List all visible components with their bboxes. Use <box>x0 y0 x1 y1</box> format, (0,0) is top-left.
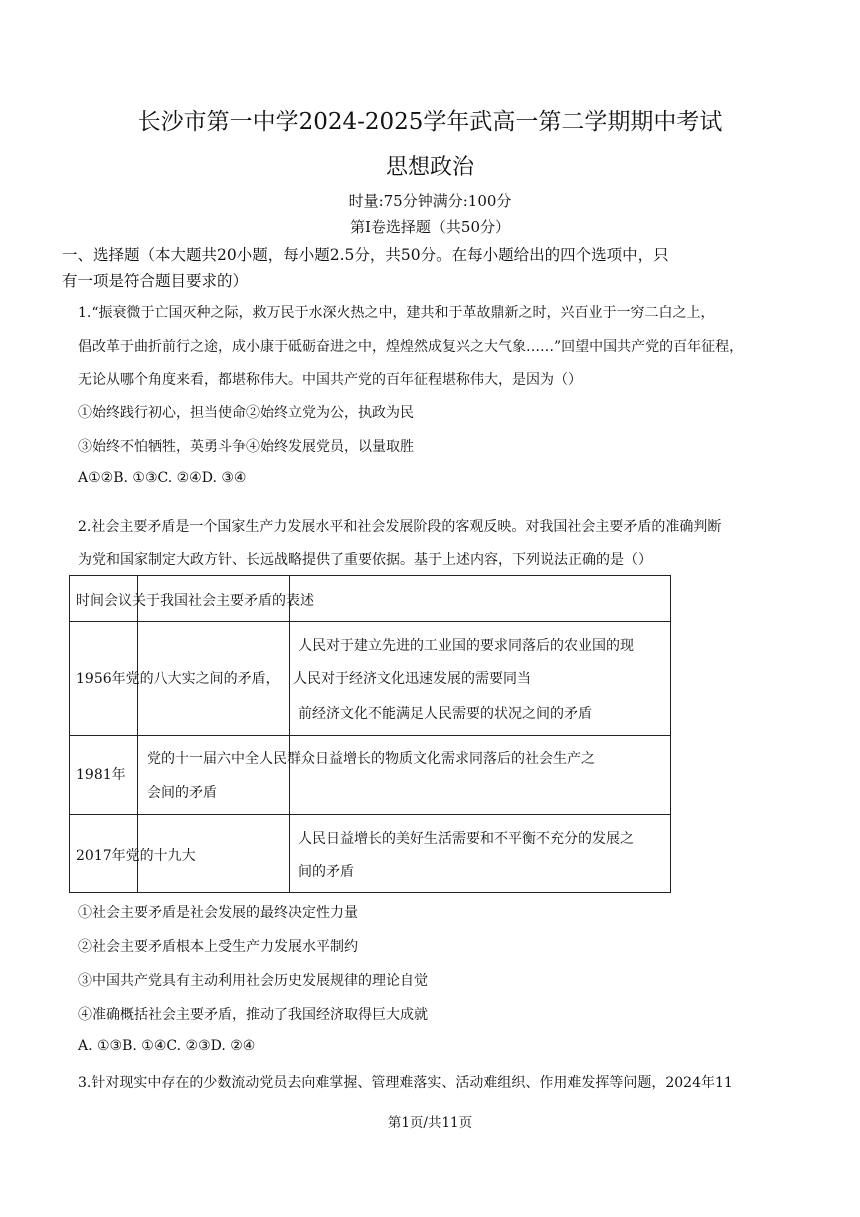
table-border-top <box>69 575 671 576</box>
section-instruction-line-2: 有一项是符合题目要求的） <box>62 272 249 290</box>
table-border-right <box>670 575 671 893</box>
q2-stem-line-2: 为党和国家制定大政方针、长远战略提供了重要依据。基于上述内容，下列说法正确的是（） <box>78 552 652 568</box>
table-r3-text-b: 间的矛盾 <box>298 864 354 880</box>
table-r1-text-a: 人民对于建立先进的工业国的要求同落后的农业国的现 <box>298 638 634 654</box>
q1-stem-line-2: 倡改革于曲折前行之途，成小康于砥砺奋进之中，煌煌然成复兴之大气象……”回望中国共产党的百年征程， <box>78 339 744 355</box>
page-number: 第1页/共11页 <box>387 1115 473 1131</box>
table-row-divider <box>69 621 671 622</box>
table-r2-text-b: 会间的矛盾 <box>147 785 217 801</box>
table-header: 时间会议关于我国社会主要矛盾的表述 <box>76 593 314 609</box>
table-r1-text-b: 人民对于经济文化迅速发展的需要同当 <box>293 671 531 687</box>
table-r3-left: 2017年党的十九大 <box>76 848 196 864</box>
table-row-divider <box>69 735 671 736</box>
table-r1-left: 1956年党的八大实之间的矛盾， <box>76 671 280 687</box>
q2-statement-2: ②社会主要矛盾根本上受生产力发展水平制约 <box>78 939 358 955</box>
exam-title: 长沙市第一中学2024-2025学年武高一第二学期期中考试 <box>137 109 723 135</box>
table-border-left <box>69 575 70 893</box>
time-score-line: 时量:75分钟满分:100分 <box>348 192 512 210</box>
q1-statements-1: ①始终践行初心，担当使命②始终立党为公，执政为民 <box>78 405 414 421</box>
q1-statements-2: ③始终不怕牺牲，英勇斗争④始终发展党员，以量取胜 <box>78 439 414 455</box>
q1-answer-options: A①②B. ①③C. ②④D. ③④ <box>78 470 247 486</box>
q2-stem-line-1: 2.社会主要矛盾是一个国家生产力发展水平和社会发展阶段的客观反映。对我国社会主要矛盾的准确判断 <box>78 519 722 535</box>
part-title: 第Ⅰ卷选择题（共50分） <box>349 218 510 236</box>
q2-statement-4: ④准确概括社会主要矛盾，推动了我国经济取得巨大成就 <box>78 1007 428 1023</box>
subject-title: 思想政治 <box>385 155 474 180</box>
q1-stem-line-1: 1.“振衰微于亡国灭种之际，救万民于水深火热之中，建共和于革故鼎新之时，兴百业于一穷二白之上， <box>78 305 715 321</box>
table-r2-year: 1981年 <box>76 767 126 783</box>
table-r2-text-a: 党的十一届六中全人民群众日益增长的物质文化需求同落后的社会生产之 <box>147 751 595 767</box>
q2-statement-1: ①社会主要矛盾是社会发展的最终决定性力量 <box>78 905 358 921</box>
q3-stem-line-1: 3.针对现实中存在的少数流动党员去向难掌握、管理难落实、活动难组织、作用难发挥等问题，2024年11 <box>78 1075 733 1091</box>
table-column-divider <box>289 575 290 893</box>
table-row-divider <box>69 814 671 815</box>
table-r1-text-c: 前经济文化不能满足人民需要的状况之间的矛盾 <box>298 706 592 722</box>
q2-answer-options: A. ①③B. ①④C. ②③D. ②④ <box>78 1038 256 1054</box>
q1-stem-line-3: 无论从哪个角度来看，都堪称伟大。中国共产党的百年征程堪称伟大，是因为（） <box>78 372 582 388</box>
table-border-bottom <box>69 892 671 893</box>
section-instruction-line-1: 一、选择题（本大题共20小题，每小题2.5分，共50分。在每小题给出的四个选项中，只 <box>62 246 669 264</box>
q2-statement-3: ③中国共产党具有主动利用社会历史发展规律的理论自觉 <box>78 973 428 989</box>
table-r3-text-a: 人民日益增长的美好生活需要和不平衡不充分的发展之 <box>298 831 634 847</box>
